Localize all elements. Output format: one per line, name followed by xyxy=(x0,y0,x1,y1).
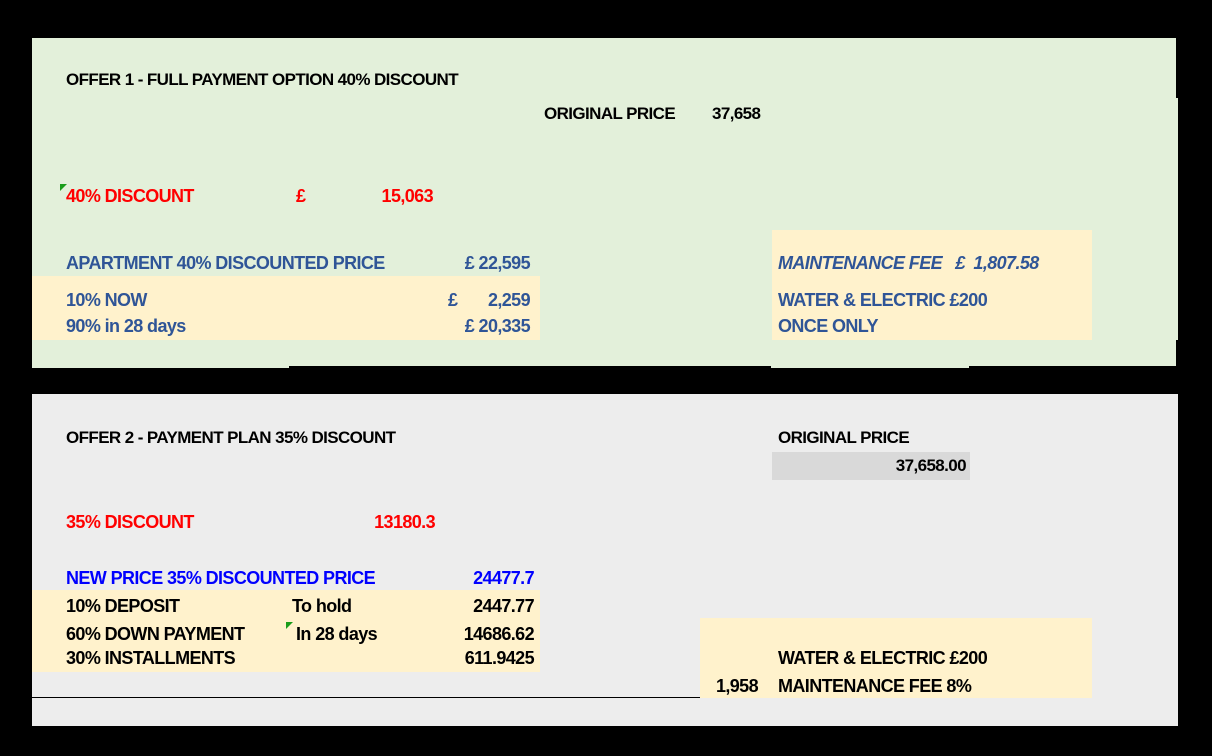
offer1-discounted-price-value: £ 22,595 xyxy=(464,253,530,273)
offer1-discount-value: 15,063 xyxy=(381,186,433,206)
offer1-once-only: ONCE ONLY xyxy=(778,316,878,336)
offer2-down-payment-note: In 28 days xyxy=(296,624,378,644)
offer1-water-electric: WATER & ELECTRIC £200 xyxy=(778,290,988,310)
offer2-new-price-value: 24477.7 xyxy=(473,568,534,588)
offer1-discounted-price-label: APARTMENT 40% DISCOUNTED PRICE xyxy=(66,253,385,273)
offer1-now-currency: £ xyxy=(448,290,458,310)
offer1-now-label: 10% NOW xyxy=(66,290,147,310)
offer1-discount-label: 40% DISCOUNT xyxy=(66,186,194,206)
offer2-installments-value: 611.9425 xyxy=(464,648,534,668)
offer2-water-electric: WATER & ELECTRIC £200 xyxy=(778,648,988,668)
offer2-discount-value: 13180.3 xyxy=(374,512,435,532)
offer2-deposit-value: 2447.77 xyxy=(473,596,534,616)
offer2-maintenance-label: MAINTENANCE FEE 8% xyxy=(778,676,972,696)
offer2-new-price-label: NEW PRICE 35% DISCOUNTED PRICE xyxy=(66,568,376,588)
offer2-installments-label: 30% INSTALLMENTS xyxy=(66,648,236,668)
offer2-original-price-value: 37,658.00 xyxy=(895,456,966,475)
offer1-maintenance-fee: MAINTENANCE FEE £ 1,807.58 xyxy=(778,253,1039,273)
offer1-title: OFFER 1 - FULL PAYMENT OPTION 40% DISCOUNT xyxy=(66,70,458,89)
offer1-discount-currency: £ xyxy=(296,186,306,206)
offer2-deposit-note: To hold xyxy=(292,596,352,616)
offer2-title: OFFER 2 - PAYMENT PLAN 35% DISCOUNT xyxy=(66,428,396,447)
offer2-deposit-label: 10% DEPOSIT xyxy=(66,596,180,616)
offer1-now-value: 2,259 xyxy=(487,290,530,310)
offer1-original-price-label: ORIGINAL PRICE xyxy=(544,104,676,123)
offer1-original-price-value: 37,658 xyxy=(712,104,761,123)
offer2-discount-label: 35% DISCOUNT xyxy=(66,512,194,532)
offer2-down-payment-value: 14686.62 xyxy=(463,624,534,644)
gridline xyxy=(969,366,1178,368)
gridline xyxy=(289,366,771,368)
offer2-maintenance-value: 1,958 xyxy=(715,676,758,696)
gridline xyxy=(1176,38,1178,98)
offer1-later-label: 90% in 28 days xyxy=(66,316,186,336)
offer1-later-value: £ 20,335 xyxy=(464,316,530,336)
gridline xyxy=(32,697,700,698)
gridline xyxy=(1176,340,1178,368)
offer2-down-payment-label: 60% DOWN PAYMENT xyxy=(66,624,245,644)
cell-comment-marker-icon xyxy=(286,622,293,629)
offer2-original-price-label: ORIGINAL PRICE xyxy=(778,428,910,447)
